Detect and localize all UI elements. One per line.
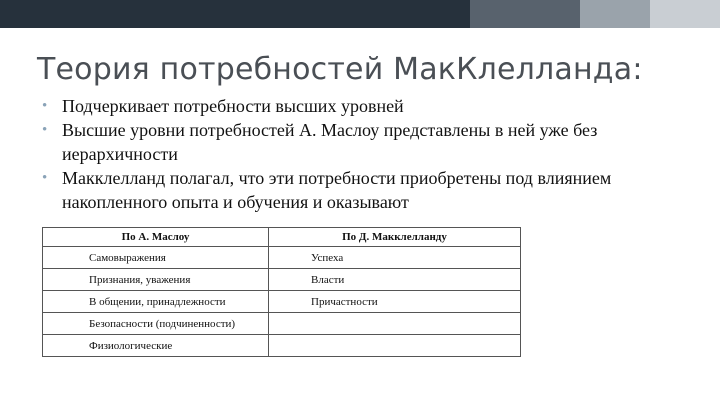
bullet-icon: •: [42, 98, 48, 114]
table-cell-mcclelland: [269, 335, 521, 357]
table-header-row: [43, 228, 521, 247]
bullet-text: Подчеркивает потребности высших уровней: [62, 96, 404, 116]
bullet-item: [40, 94, 680, 118]
table-cell-maslow: Физиологические: [43, 335, 269, 357]
bullet-list: [40, 94, 680, 214]
bullet-text: Высшие уровни потребностей А. Маслоу представлены в ней уже без иерархичности: [62, 120, 598, 164]
table-cell-mcclelland: Успеха: [269, 247, 521, 269]
bullet-item: [40, 166, 680, 214]
table-row: [43, 247, 521, 269]
table-cell-maslow: Безопасности (подчиненности): [43, 313, 269, 335]
table-row: [43, 313, 521, 335]
table-cell-mcclelland: Власти: [269, 269, 521, 291]
top-bar-segment-light: [580, 0, 650, 28]
table-cell-maslow: Признания, уважения: [43, 269, 269, 291]
bullet-item: [40, 118, 680, 166]
table-row: [43, 335, 521, 357]
table-cell-maslow: Самовыражения: [43, 247, 269, 269]
table-header-maslow: По А. Маслоу: [43, 228, 269, 247]
table-cell-mcclelland: Причастности: [269, 291, 521, 313]
table-cell-maslow: В общении, принадлежности: [43, 291, 269, 313]
needs-comparison-table: [42, 227, 521, 357]
slide-title: Теория потребностей МакКлелланда:: [37, 52, 643, 87]
bullet-icon: •: [42, 170, 48, 186]
bullet-icon: •: [42, 122, 48, 138]
table-header-mcclelland: По Д. Макклелланду: [269, 228, 521, 247]
top-bar-segment-mid: [470, 0, 580, 28]
table-row: [43, 291, 521, 313]
top-decorative-bar: [0, 0, 720, 28]
top-bar-segment-lightest: [650, 0, 720, 28]
bullet-text: Макклелланд полагал, что эти потребности приобретены под влиянием накопленного опыта и обучения и оказывают: [62, 168, 612, 212]
table-row: [43, 269, 521, 291]
top-bar-segment-dark: [0, 0, 470, 28]
table-cell-mcclelland: [269, 313, 521, 335]
